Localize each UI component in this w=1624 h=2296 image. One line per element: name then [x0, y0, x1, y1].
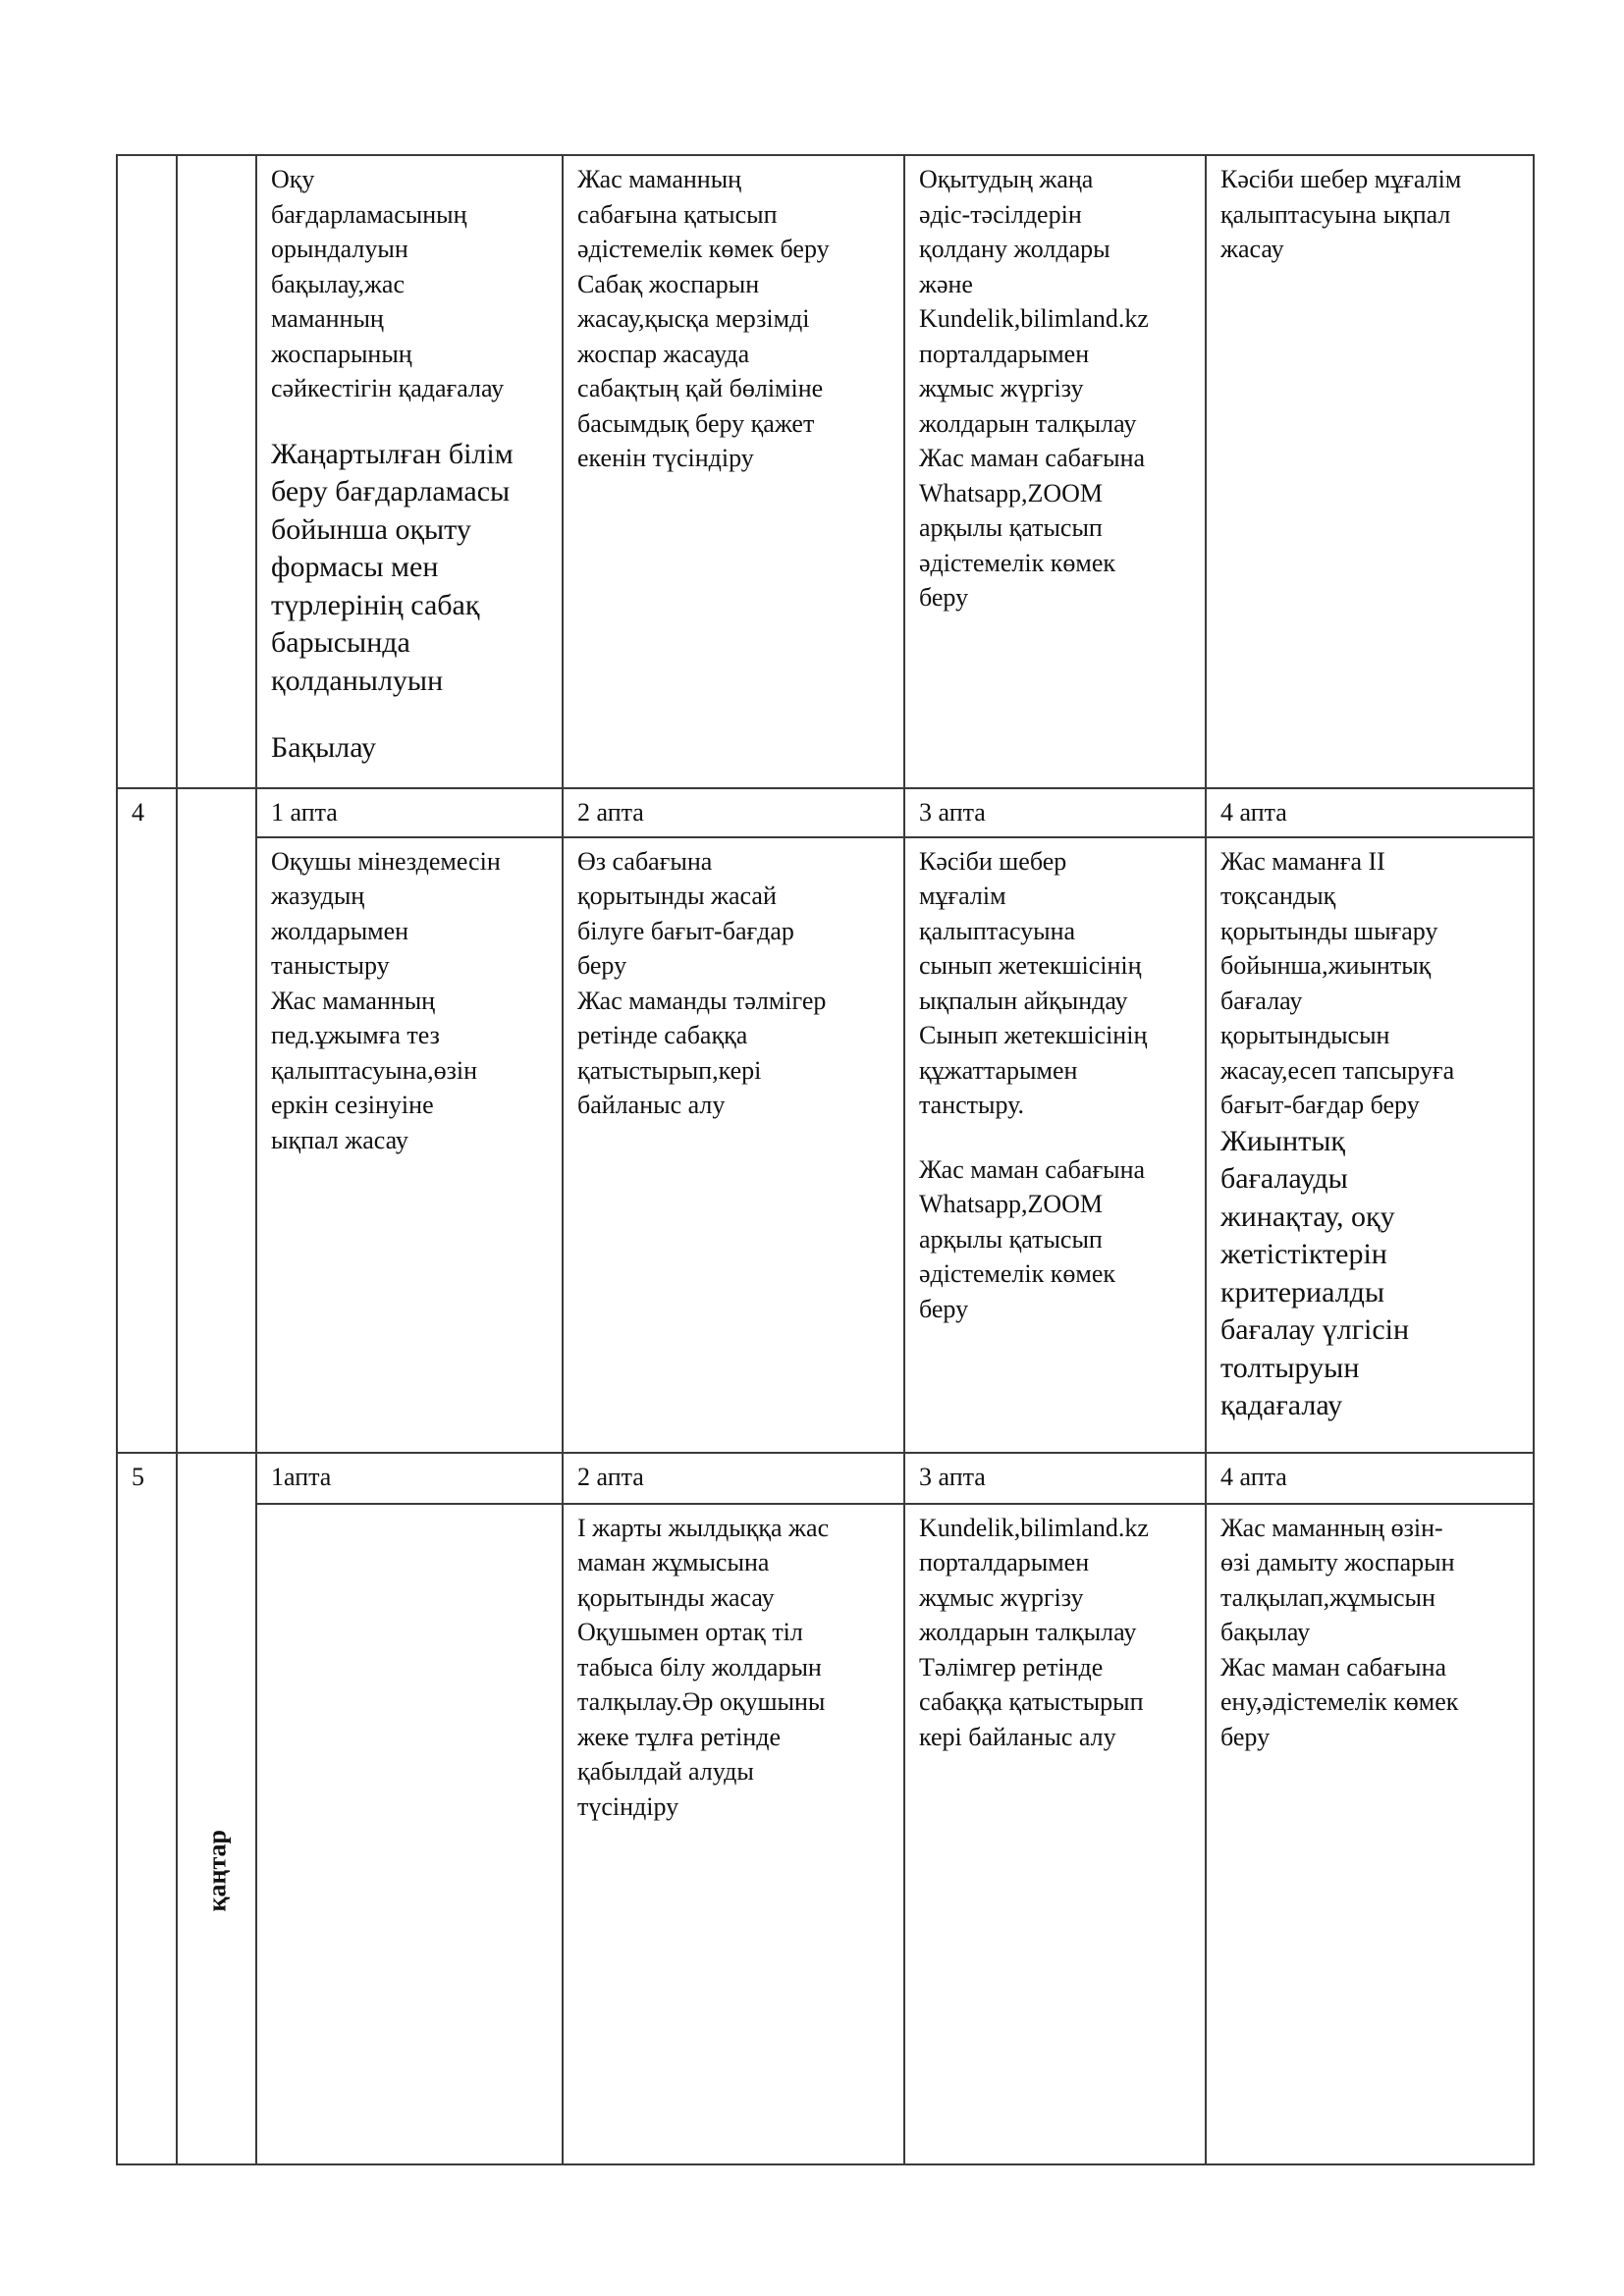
- activity-text: [1220, 1511, 1521, 1755]
- activity-cell: [256, 155, 563, 788]
- text-line: қалыптасуына ықпал: [1220, 199, 1451, 229]
- text-line: құжаттарымен: [919, 1055, 1078, 1085]
- week-label: 3 апта: [904, 1453, 1206, 1504]
- text-line: Оқу: [271, 165, 315, 193]
- text-line: таныстыру: [271, 951, 390, 980]
- activity-text: [577, 844, 892, 1123]
- text-line: жоспар жасауда: [577, 339, 750, 368]
- text-line: Сынып жетекшісінің: [919, 1021, 1148, 1049]
- text-line: Жас маман сабағына: [919, 444, 1146, 472]
- activity-text-large: [271, 436, 550, 701]
- text-line: арқылы қатысып: [919, 1224, 1103, 1254]
- table-row-weeks: [117, 1453, 1534, 1504]
- text-line: қорытынды жасай: [577, 881, 777, 910]
- activity-text: [919, 162, 1193, 615]
- activity-cell: [1206, 1504, 1534, 2164]
- text-line: талқылау.Әр оқушыны: [577, 1687, 826, 1716]
- text-line: Жас маман сабағына: [919, 1154, 1146, 1184]
- text-line: Жаңартылған білім: [271, 437, 514, 470]
- text-line: қорытындысын: [1220, 1021, 1390, 1049]
- text-line: бақылау: [1220, 1618, 1311, 1646]
- text-line: Жас маманның: [271, 986, 436, 1015]
- text-line: түсіндіру: [577, 1791, 679, 1821]
- activity-cell-empty: [256, 1504, 563, 2164]
- text-line: арқылы қатысып: [919, 513, 1103, 542]
- text-line: қалыптасуына,өзін: [271, 1055, 478, 1085]
- text-line: жолдарымен: [271, 916, 409, 945]
- activity-text: [271, 844, 550, 1158]
- text-line: бағыт-бағдар беру: [1220, 1091, 1420, 1119]
- text-line: қорытынды жасау: [577, 1582, 775, 1612]
- text-line: жасау: [1220, 235, 1284, 263]
- activity-text: [1220, 162, 1521, 267]
- text-line: беру бағдарламасы: [271, 475, 511, 507]
- month-label: қаңтар: [201, 1829, 231, 1912]
- activity-text: [919, 1511, 1193, 1755]
- week-label: 3 апта: [904, 788, 1206, 837]
- text-line: жұмыс жүргізу: [919, 374, 1084, 402]
- text-line: кері байланыс алу: [919, 1722, 1116, 1751]
- text-line: еркін сезінуіне: [271, 1091, 434, 1119]
- activity-text: [919, 844, 1193, 1123]
- text-line: жеке тұлға ретінде: [577, 1722, 782, 1751]
- text-line: ықпал жасау: [271, 1125, 408, 1154]
- text-line: бағдарламасының: [271, 199, 467, 229]
- text-line: түрлерінің сабақ: [271, 588, 480, 621]
- month-cell: [177, 788, 256, 1453]
- table-row-activities: [117, 1504, 1534, 2164]
- text-line: Тәлімгер ретінде: [919, 1652, 1104, 1682]
- text-line: маман жұмысына: [577, 1548, 770, 1576]
- text-line: тоқсандық: [1220, 881, 1336, 910]
- text-line: жоспарының: [271, 339, 412, 368]
- activity-footer: Бақылау: [271, 731, 377, 764]
- text-line: қабылдай алуды: [577, 1757, 754, 1786]
- text-line: әдіс-тәсілдерін: [919, 199, 1082, 229]
- text-line: сабаққа қатыстырып: [919, 1687, 1144, 1716]
- activity-cell: [256, 837, 563, 1453]
- text-line: және: [919, 269, 973, 298]
- activity-cell: [563, 155, 904, 788]
- text-line: Жас маманға II: [1220, 846, 1385, 876]
- text-line: бағалауды: [1220, 1162, 1348, 1195]
- row-number-cell: [117, 155, 177, 788]
- week-label: 1апта: [256, 1453, 563, 1504]
- text-line: қорытынды шығару: [1220, 916, 1438, 945]
- row-number-cell: 4: [117, 788, 177, 1453]
- activity-text: [577, 162, 892, 476]
- text-line: Жиынтық: [1220, 1124, 1345, 1157]
- activity-cell: [1206, 837, 1534, 1453]
- table-row-weeks: [117, 788, 1534, 837]
- text-line: беру: [1220, 1722, 1271, 1751]
- text-line: талқылап,жұмысын: [1220, 1582, 1435, 1612]
- activity-cell: [904, 837, 1206, 1453]
- text-line: сабақтың қай бөліміне: [577, 374, 824, 402]
- text-line: қатыстырып,кері: [577, 1055, 762, 1085]
- activity-text-large: [1220, 1123, 1521, 1425]
- activity-cell: [904, 155, 1206, 788]
- text-line: байланыс алу: [577, 1091, 726, 1119]
- activity-text: [1220, 844, 1521, 1123]
- text-line: мұғалім: [919, 881, 1006, 910]
- week-label: 4 апта: [1206, 788, 1534, 837]
- week-label: 1 апта: [256, 788, 563, 837]
- text-line: жұмыс жүргізу: [919, 1582, 1084, 1612]
- activity-cell: [1206, 155, 1534, 788]
- text-line: Жас маманның: [577, 165, 742, 193]
- text-line: беру: [577, 951, 627, 980]
- text-line: Оқушымен ортақ тіл: [577, 1618, 803, 1646]
- text-line: Кәсіби шебер мұғалім: [1220, 165, 1462, 193]
- text-line: І жарты жылдыққа жас: [577, 1513, 830, 1542]
- text-line: маманның: [271, 304, 384, 333]
- activity-text-continued: [919, 1152, 1193, 1327]
- text-line: порталдарымен: [919, 1548, 1090, 1576]
- text-line: порталдарымен: [919, 339, 1090, 368]
- activity-text: [271, 162, 550, 406]
- text-line: бақылау,жас: [271, 269, 406, 298]
- text-line: ретінде сабаққа: [577, 1021, 748, 1049]
- text-line: өзі дамыту жоспарын: [1220, 1548, 1455, 1576]
- month-cell: [177, 1453, 256, 2164]
- text-line: сынып жетекшісінің: [919, 951, 1142, 980]
- text-line: қолданылуын: [271, 664, 444, 697]
- text-line: қолдану жолдары: [919, 235, 1110, 263]
- text-line: білуге бағыт-бағдар: [577, 916, 794, 945]
- table-row-continuation: [117, 155, 1534, 788]
- text-line: Сабақ жоспарын: [577, 269, 760, 298]
- text-line: Кәсіби шебер: [919, 846, 1067, 876]
- text-line: барысында: [271, 626, 410, 659]
- text-line: жолдарын талқылау: [919, 1618, 1137, 1646]
- text-line: пед.ұжымға тез: [271, 1021, 440, 1049]
- activity-cell: [563, 837, 904, 1453]
- text-line: Kundelik,bilimland.kz: [919, 1513, 1149, 1542]
- text-line: қадағалау: [1220, 1389, 1343, 1421]
- week-label: 2 апта: [563, 788, 904, 837]
- text-line: Оқытудың жаңа: [919, 165, 1094, 193]
- text-line: орындалуын: [271, 235, 408, 263]
- text-line: ену,әдістемелік көмек: [1220, 1687, 1459, 1716]
- text-line: бағалау: [1220, 986, 1303, 1015]
- text-line: танстыру.: [919, 1091, 1025, 1119]
- month-cell: [177, 155, 256, 788]
- text-line: ықпалын айқындау: [919, 986, 1128, 1015]
- text-line: жасау,есеп тапсыруға: [1220, 1055, 1455, 1085]
- text-line: беру: [919, 1294, 969, 1323]
- text-line: бағалау үлгісін: [1220, 1313, 1410, 1346]
- text-line: қалыптасуына: [919, 916, 1076, 945]
- text-line: жазудың: [271, 881, 365, 910]
- text-line: жолдарын талқылау: [919, 408, 1137, 438]
- text-line: әдістемелік көмек: [919, 1259, 1116, 1288]
- text-line: Жас маманның өзін-: [1220, 1513, 1443, 1542]
- text-line: сабағына қатысып: [577, 199, 778, 229]
- mentoring-plan-table: [116, 154, 1535, 2165]
- table-row-activities: [117, 837, 1534, 1453]
- text-line: Жас маман сабағына: [1220, 1652, 1447, 1682]
- text-line: бойынша оқыту: [271, 512, 471, 546]
- text-line: формасы мен: [271, 551, 439, 583]
- text-line: басымдық беру қажет: [577, 408, 815, 438]
- activity-cell: [904, 1504, 1206, 2164]
- text-line: әдістемелік көмек: [919, 548, 1116, 577]
- text-line: Өз сабағына: [577, 846, 713, 876]
- text-line: толтыруын: [1220, 1351, 1360, 1384]
- text-line: екенін түсіндіру: [577, 444, 754, 472]
- text-line: Whatsapp,ZOOM: [919, 1190, 1104, 1218]
- text-line: Жас маманды тәлмігер: [577, 986, 827, 1015]
- text-line: Оқушы мінездемесін: [271, 846, 501, 876]
- activity-text: [577, 1511, 892, 1825]
- row-number-cell: 5: [117, 1453, 177, 2164]
- text-line: жинақтау, оқу: [1220, 1200, 1395, 1233]
- text-line: Kundelik,bilimland.kz: [919, 304, 1149, 333]
- text-line: бойынша,жиынтық: [1220, 951, 1432, 980]
- text-line: критериалды: [1220, 1275, 1385, 1308]
- text-line: жетістіктерін: [1220, 1238, 1387, 1270]
- text-line: әдістемелік көмек беру: [577, 235, 830, 263]
- activity-cell: [563, 1504, 904, 2164]
- week-label: 2 апта: [563, 1453, 904, 1504]
- text-line: жасау,қысқа мерзімді: [577, 304, 810, 333]
- text-line: беру: [919, 583, 969, 612]
- text-line: сәйкестігін қадағалау: [271, 374, 505, 402]
- text-line: табыса білу жолдарын: [577, 1652, 822, 1682]
- text-line: Whatsapp,ZOOM: [919, 478, 1104, 507]
- week-label: 4 апта: [1206, 1453, 1534, 1504]
